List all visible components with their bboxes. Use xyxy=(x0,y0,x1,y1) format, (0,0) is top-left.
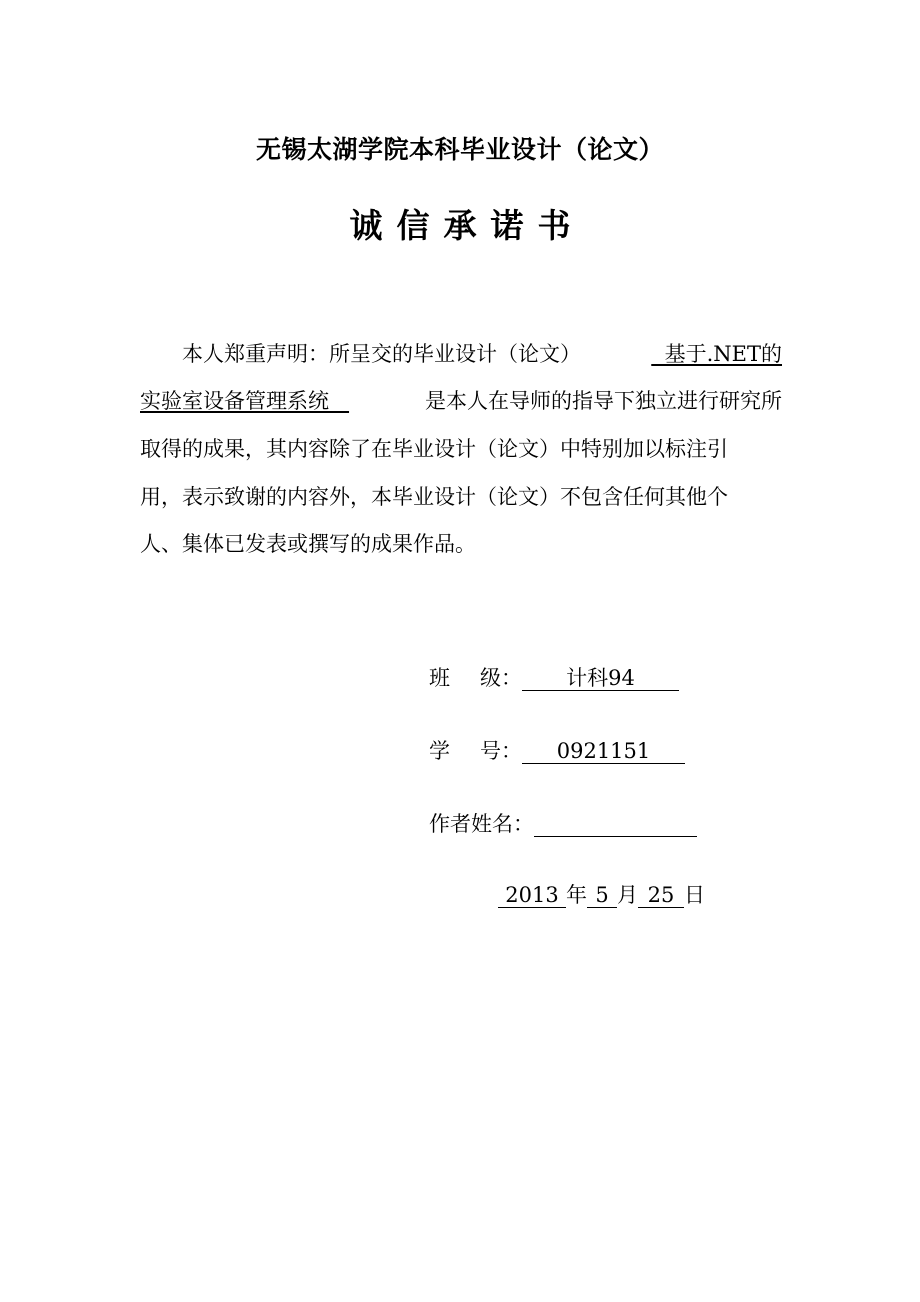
date-day: 25 xyxy=(638,882,684,908)
author-value xyxy=(534,811,697,837)
student-id-value: 0921151 xyxy=(522,738,685,764)
statement-line-2 xyxy=(140,388,782,414)
class-label: 班 级： xyxy=(429,666,522,690)
document-title: 无锡太湖学院本科毕业设计（论文） xyxy=(255,135,664,164)
date-year: 2013 xyxy=(498,882,566,908)
month-unit: 月 xyxy=(617,883,638,907)
statement-prefix: 本人郑重声明：所呈交的毕业设计（论文） xyxy=(182,342,581,366)
class-field xyxy=(429,665,679,691)
statement-line-1 xyxy=(140,341,782,367)
signing-date xyxy=(498,882,705,908)
statement-line-2-text: 是本人在导师的指导下独立进行研究所 xyxy=(425,389,782,413)
document-subtitle: 诚信承诺书 xyxy=(349,206,585,245)
class-value: 计科94 xyxy=(522,665,679,691)
statement-line-5: 人、集体已发表或撰写的成果作品。 xyxy=(140,532,476,556)
thesis-title-part1: 基于.NET的 xyxy=(651,342,782,366)
statement-line-3: 取得的成果，其内容除了在毕业设计（论文）中特别加以标注引 xyxy=(140,437,728,461)
author-label: 作者姓名： xyxy=(429,812,534,836)
date-month: 5 xyxy=(587,882,617,908)
thesis-title-part2: 实验室设备管理系统 xyxy=(140,389,350,413)
day-unit: 日 xyxy=(684,883,705,907)
student-id-field xyxy=(429,738,685,764)
student-id-label: 学 号： xyxy=(429,739,522,763)
year-unit: 年 xyxy=(566,883,587,907)
statement-line-4: 用，表示致谢的内容外，本毕业设计（论文）不包含任何其他个 xyxy=(140,485,728,509)
author-field xyxy=(429,811,697,837)
